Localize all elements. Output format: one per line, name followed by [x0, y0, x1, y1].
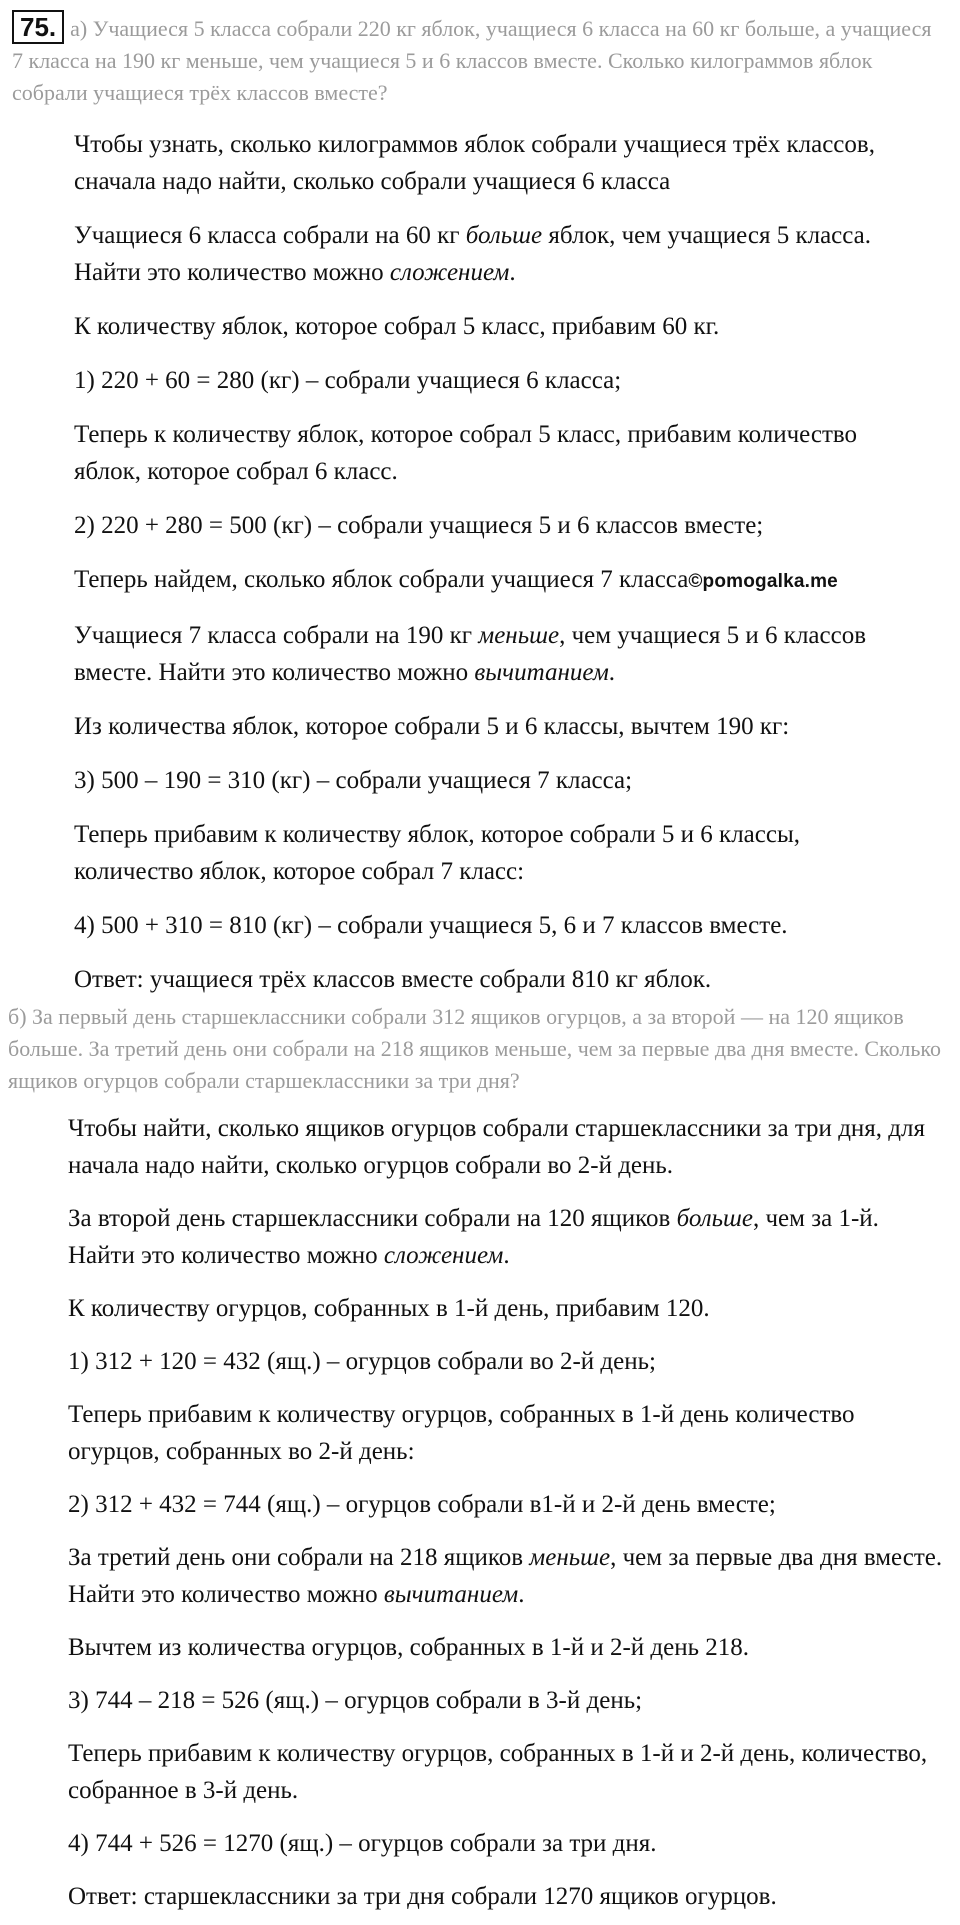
calculation-step: 2) 312 + 432 = 744 (ящ.) – огурцов собрали в1-й и 2-й день вместе; [68, 1491, 776, 1518]
solution-a-paragraph [74, 561, 904, 600]
emphasis-term: меньше [478, 622, 560, 649]
solution-b-paragraph [68, 1539, 943, 1613]
calculation-step: 4) 500 + 310 = 810 (кг) – собрали учащиеся 5, 6 и 7 классов вместе. [74, 912, 788, 939]
solution-b [68, 1110, 943, 1915]
solution-b-paragraph: Теперь прибавим к количеству огурцов, собранных в 1-й и 2-й день, количество, собранное в 3-й день. [68, 1740, 928, 1804]
solution-a-paragraph: Чтобы узнать, сколько килограммов яблок собрали учащиеся трёх классов, сначала надо найти, сколько собрали учащиеся 6 класса [74, 131, 875, 195]
condition-a-text: а) Учащиеся 5 класса собрали 220 кг яблок, учащиеся 6 класса на 60 кг больше, а учащиеся 7 класса на 190 кг меньше, чем учащиеся 5 и 6 классов вместе. Сколько килограммов яблок собрали учащиеся трёх классов вместе? [12, 16, 932, 105]
emphasis-term: сложением [383, 1242, 504, 1269]
text-run: . [503, 1242, 510, 1269]
text-run: , чем учащиеся 5 и 6 классов вместе. Найти это количество можно [74, 622, 867, 686]
text-run: Учащиеся 6 класса собрали на 60 кг [74, 222, 466, 249]
solution-a-paragraph [74, 617, 904, 691]
calculation-step: 4) 744 + 526 = 1270 (ящ.) – огурцов собрали за три дня. [68, 1830, 657, 1857]
text-run: За второй день старшеклассники собрали на 120 ящиков [68, 1205, 677, 1232]
emphasis-term: вычитанием [383, 1581, 519, 1608]
solution-a-paragraph: Теперь прибавим к количеству яблок, которое собрали 5 и 6 классы, количество яблок, которое собрал 7 класс: [74, 821, 801, 885]
emphasis-term: больше [465, 222, 543, 249]
emphasis-term: больше [676, 1205, 753, 1232]
text-run: яблок, чем учащиеся 5 класса. Найти это количество можно [74, 222, 872, 286]
answer-a: Ответ: учащиеся трёх классов вместе собрали 810 кг яблок. [74, 966, 712, 993]
text-run: , чем за 1-й. Найти это количество можно [68, 1205, 879, 1269]
solution-b-paragraph: Вычтем из количества огурцов, собранных в 1-й и 2-й день 218. [68, 1634, 750, 1661]
solution-b-paragraph: Теперь прибавим к количеству огурцов, собранных в 1-й день количество огурцов, собранных во 2-й день: [68, 1401, 855, 1465]
text-run: Учащиеся 7 класса собрали на 190 кг [74, 622, 479, 649]
text-run: . [518, 1581, 525, 1608]
emphasis-term: сложением [389, 259, 510, 286]
text-run: . [608, 659, 616, 686]
text-run: . [509, 259, 516, 286]
calculation-step: 1) 312 + 120 = 432 (ящ.) – огурцов собрали во 2-й день; [68, 1348, 656, 1375]
text-run: , чем за первые два дня вместе. Найти это количество можно [68, 1544, 943, 1608]
calculation-step: 3) 500 – 190 = 310 (кг) – собрали учащиеся 7 класса; [74, 767, 633, 794]
task-condition-a [12, 10, 942, 109]
emphasis-term: вычитанием [474, 659, 609, 686]
solution-a-paragraph: К количеству яблок, которое собрал 5 класс, прибавим 60 кг. [74, 313, 720, 340]
task-condition-b: б) За первый день старшеклассники собрали 312 ящиков огурцов, а за второй — на 120 ящиков больше. За третий день они собрали на 218 ящиков меньше, чем за первые два дня вместе. Сколько ящиков огурцов собрали старшеклассники за три дня? [8, 1004, 941, 1093]
text-run: За третий день они собрали на 218 ящиков [68, 1544, 530, 1571]
answer-b: Ответ: старшеклассники за три дня собрали 1270 ящиков огурцов. [68, 1883, 777, 1910]
task-number: 75. [12, 10, 64, 44]
calculation-step: 2) 220 + 280 = 500 (кг) – собрали учащиеся 5 и 6 классов вместе; [74, 512, 764, 539]
calculation-step: 1) 220 + 60 = 280 (кг) – собрали учащиеся 6 класса; [74, 367, 622, 394]
solution-b-paragraph [68, 1200, 943, 1274]
emphasis-term: меньше [529, 1544, 611, 1571]
calculation-step: 3) 744 – 218 = 526 (ящ.) – огурцов собрали в 3-й день; [68, 1687, 643, 1714]
solution-a-paragraph: Теперь к количеству яблок, которое собрал 5 класс, прибавим количество яблок, которое собрал 6 класс. [74, 421, 858, 485]
solution-b-paragraph: Чтобы найти, сколько ящиков огурцов собрали старшеклассники за три дня, для начала надо найти, сколько огурцов собрали во 2-й день. [68, 1115, 925, 1179]
solution-a [74, 126, 904, 998]
solution-a-paragraph [74, 217, 904, 291]
text-run: Теперь найдем, сколько яблок собрали учащиеся 7 класса [74, 566, 689, 593]
solution-a-paragraph: Из количества яблок, которое собрали 5 и 6 классы, вычтем 190 кг: [74, 713, 790, 740]
watermark: ©pomogalka.me [688, 571, 838, 592]
solution-b-paragraph: К количеству огурцов, собранных в 1-й день, прибавим 120. [68, 1295, 710, 1322]
